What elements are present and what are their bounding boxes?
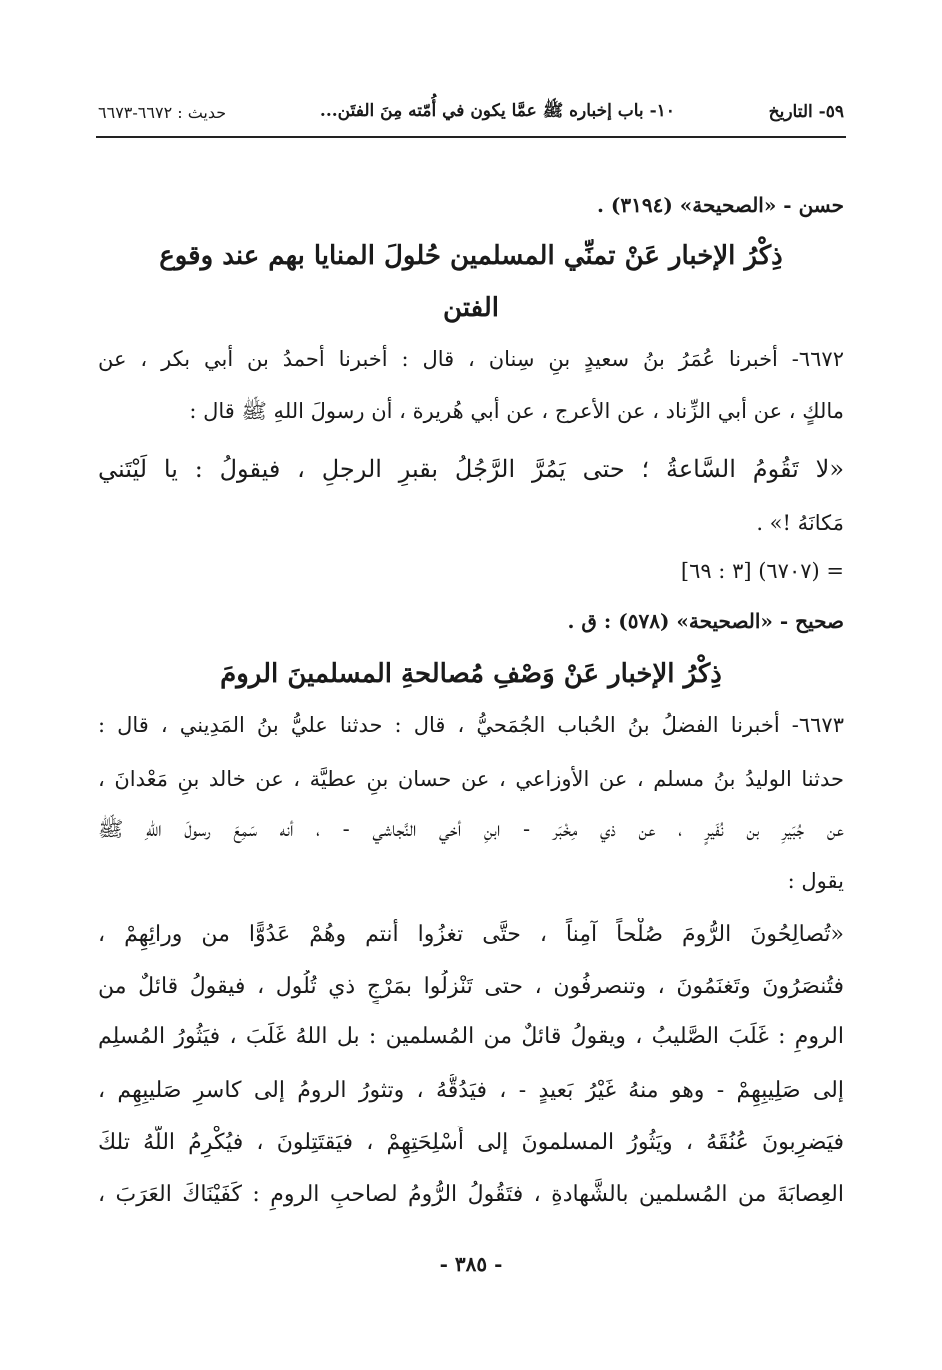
page-number: - ٣٨٥ - [439,1252,503,1276]
hadith-6672-matn-line-2: مَكانَهُ !» . [756,511,844,535]
hadith-6673-matn-line-1: «تُصالِحُونَ الرُّومَ صُلْحاً آمِناً ، حتَّى تغزُوا أنتم وهُمْ عَدُوًّا من ورائِهِمْ ، [98,922,844,947]
hadith-6673-matn-line-3: الرومِ : غَلَبَ الصَّليبُ ، ويقولُ قائلٌ من المُسلمين : بل اللهُ غَلَبَ ، فيَثُورُ المُسلِم [98,1024,844,1049]
hadith-6673-matn-line-2: فتُنصَرُونَ وتَغنَمُونَ ، وتنصرفُون ، حتى تَنْزلُوا بمَرْجٍ ذي تُلُول ، فيقولُ قائلٌ من [98,974,844,999]
header-hadith-range: حديث : ٦٦٧٢-٦٦٧٣ [98,102,227,122]
hadith-6673-matn-line-6: العِصابَةَ من المُسلمين بالشَّهادةِ ، فتَقُولُ الرُّومُ لصاحبِ الرومِ : كَفَيْنَاكَ العَرَبَ ، [98,1182,844,1207]
cross-reference-line: = (٦٧٠٧) [٣ : ٦٩] [680,559,844,583]
hadith-6673-isnad-line-1: ٦٦٧٣- أخبرنا الفضلُ بنُ الحُباب الجُمَحيُّ ، قال : حدثنا عليُّ بنُ المَدِيني ، قال : [98,713,844,737]
hadith-6673-isnad-line-4: يقول : [787,869,844,893]
hadith-6673-isnad-line-2: حدثنا الوليدُ بنُ مسلم ، عن الأوزاعي ، عن حسان بنِ عطيَّة ، عن خالد بنِ مَعْدانَ ، [98,767,844,791]
header-rule [96,136,846,138]
header-book-title: ٥٩- التاريخ [768,102,844,122]
header-chapter-title: ١٠- باب إخباره ﷺ عمَّا يكون في أُمّته مِنَ الفتَن... [319,100,675,121]
section-heading-1: ذِكْرُ الإخبار عَنْ تمنِّي المسلمين حُلولَ المنايا بهم عند وقوع [159,241,783,271]
section-heading-2: ذِكْرُ الإخبار عَنْ وَصْفِ مُصالحةِ المسلمينَ الرومَ [220,659,722,689]
section-heading-1-cont: الفتن [443,293,499,323]
running-header [98,92,844,132]
grade-line-2: صحيح - «الصحيحة» (٥٧٨) : ق . [567,609,844,633]
hadith-6673-matn-line-4: إلى صَلِيبِهِمْ - وهو منهُ غَيْرُ بَعيدٍ - ، فيَدُقُّهُ ، وتثورُ الرومُ إلى كاسرِ صَليبِهِم ، [98,1078,844,1103]
grade-line-1: حسن - «الصحيحة» (٣١٩٤) . [596,193,844,217]
hadith-6672-isnad-line-1: ٦٦٧٢- أخبرنا عُمَرُ بنُ سعيدٍ بنِ سِنان ، قال : أخبرنا أحمدُ بن أبي بكر ، عن [98,347,844,371]
hadith-6672-matn-line-1: «لا تَقُومُ السَّاعةُ ؛ حتى يَمُرَّ الرَّجُلُ بقبرِ الرجلِ ، فيقولُ : يا لَيْتَني [98,455,844,483]
hadith-6673-isnad-line-3: عن جُبَيرِ بن نُفَيرٍ ، عن ذي مِخْبَر - ابنِ أخي النَّجاشي - ، أنه سَمِعَ رسولَ اللهِ ﷺ [98,817,844,841]
hadith-6673-matn-line-5: فيَضرِبونَ عُنُقَهُ ، ويَثُورُ المسلمونَ إلى أَسْلِحَتِهِمْ ، فيَقتَتِلونَ ، فيُكْرِمُ اللّهُ تلكَ [98,1130,844,1155]
hadith-6672-isnad-line-2: مالكٍ ، عن أبي الزِّناد ، عن الأعرج ، عن أبي هُريرة ، أن رسولَ اللهِ ﷺ قال : [189,399,844,423]
